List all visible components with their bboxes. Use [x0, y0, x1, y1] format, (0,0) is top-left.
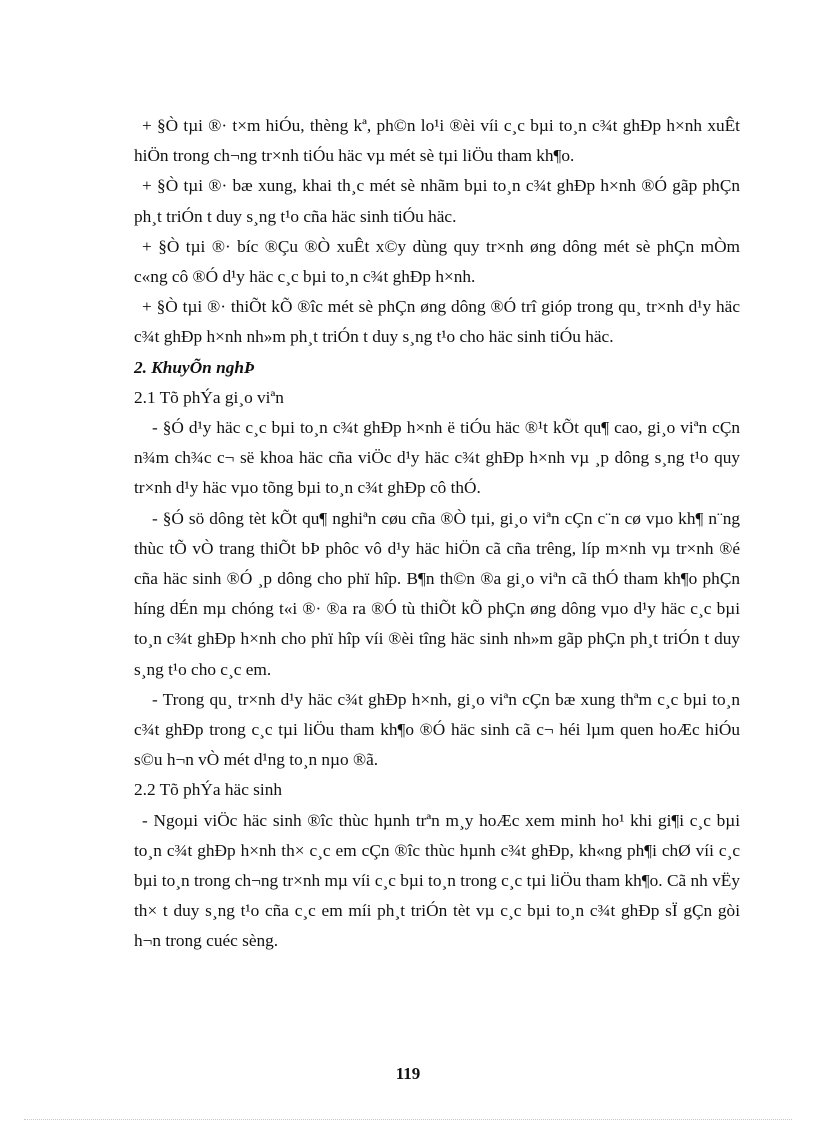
paragraph-findings-1: + §Ò tµi ®· t×m hiÓu, thèng kª, ph©n lo¹i ®èi víi c¸c bµi to¸n c¾t ghÐp h×nh xuÊt hiÖn trong ch¬ng tr×nh tiÓu häc vµ mét sè tµi liÖu tham kh¶o. — [134, 116, 740, 166]
paragraph-teachers-3: - Trong qu¸ tr×nh d¹y häc c¾t ghÐp h×nh, gi¸o viªn cÇn bæ xung thªm c¸c bµi to¸n c¾t ghÐp trong c¸c tµi liÖu tham kh¶o ®Ó häc sinh cã c¬ héi lµm quen hoÆc hiÓu s©u h¬n vÒ mét d¹ng to¸n nµo ®ã. — [134, 689, 740, 770]
page-number: 119 — [395, 1064, 421, 1083]
subheading-teachers: 2.1 Tõ phÝa gi¸o viªn — [134, 387, 284, 407]
page-body — [134, 111, 740, 957]
paragraph-findings-3: + §Ò tµi ®· bíc ®Çu ®Ò xuÊt x©y dùng quy tr×nh øng dông mét sè phÇn mÒm c«ng cô ®Ó d¹y häc c¸c bµi to¸n c¾t ghÐp h×nh. — [134, 236, 740, 287]
footer-divider — [24, 1119, 792, 1120]
section-heading-recommendations: 2. KhuyÕn nghÞ — [134, 357, 255, 377]
paragraph-teachers-2: - §Ó sö dông tèt kÕt qu¶ nghiªn cøu cña ®Ò tµi, gi¸o viªn cÇn c¨n cø vµo kh¶ n¨ng thùc tÕ vÒ trang thiÕt bÞ phôc vô d¹y häc hiÖn cã cña trêng, líp m×nh vµ tr×nh ®é cña häc sinh ®Ó ¸p dông cho phï hîp. B¶n th©n ®a gi¸o viªn cã thÓ tham kh¶o phÇn híng dÉn mµ chóng t«i ®· ®a ra ®Ó tù thiÕt kÕ phÇn øng dông vµo d¹y häc c¸c bµi to¸n c¾t ghÐp h×nh cho phï hîp víi ®èi tîng häc sinh nh»m gãp phÇn ph¸t triÓn t duy s¸ng t¹o cho c¸c em. — [134, 508, 740, 679]
paragraph-students-1: - Ngoµi viÖc häc sinh ®îc thùc hµnh trªn m¸y hoÆc xem minh ho¹ khi gi¶i c¸c bµi to¸n c¾t ghÐp h×nh th× c¸c em cÇn ®îc thùc hµnh c¾t ghÐp, kh«ng ph¶i chØ víi c¸c bµi to¸n trong ch¬ng tr×nh mµ víi c¸c bµi to¸n trong c¸c tµi liÖu tham kh¶o. Cã nh vËy th× t duy s¸ng t¹o cña c¸c em míi ph¸t triÓn tèt vµ c¸c bµi to¸n c¾t ghÐp sÏ gÇn gòi h¬n trong cuéc sèng. — [134, 810, 740, 951]
paragraph-findings-4: + §Ò tµi ®· thiÕt kÕ ®îc mét sè phÇn øng dông ®Ó trî gióp trong qu¸ tr×nh d¹y häc c¾t ghÐp h×nh nh»m ph¸t triÓn t duy s¸ng t¹o cho häc sinh tiÓu häc. — [134, 297, 740, 347]
paragraph-teachers-1: - §Ó d¹y häc c¸c bµi to¸n c¾t ghÐp h×nh ë tiÓu häc ®¹t kÕt qu¶ cao, gi¸o viªn cÇn n¾m ch¾c c¬ së khoa häc cña viÖc d¹y häc c¾t ghÐp h×nh vµ ¸p dông s¸ng t¹o quy tr×nh d¹y häc vµo tõng bµi to¸n c¾t ghÐp cô thÓ. — [134, 418, 740, 498]
paragraph-findings-2: + §Ò tµi ®· bæ xung, khai th¸c mét sè nhãm bµi to¸n c¾t ghÐp h×nh ®Ó gãp phÇn ph¸t triÓn t duy s¸ng t¹o cña häc sinh tiÓu häc. — [134, 176, 740, 226]
subheading-students: 2.2 Tõ phÝa häc sinh — [134, 780, 282, 800]
